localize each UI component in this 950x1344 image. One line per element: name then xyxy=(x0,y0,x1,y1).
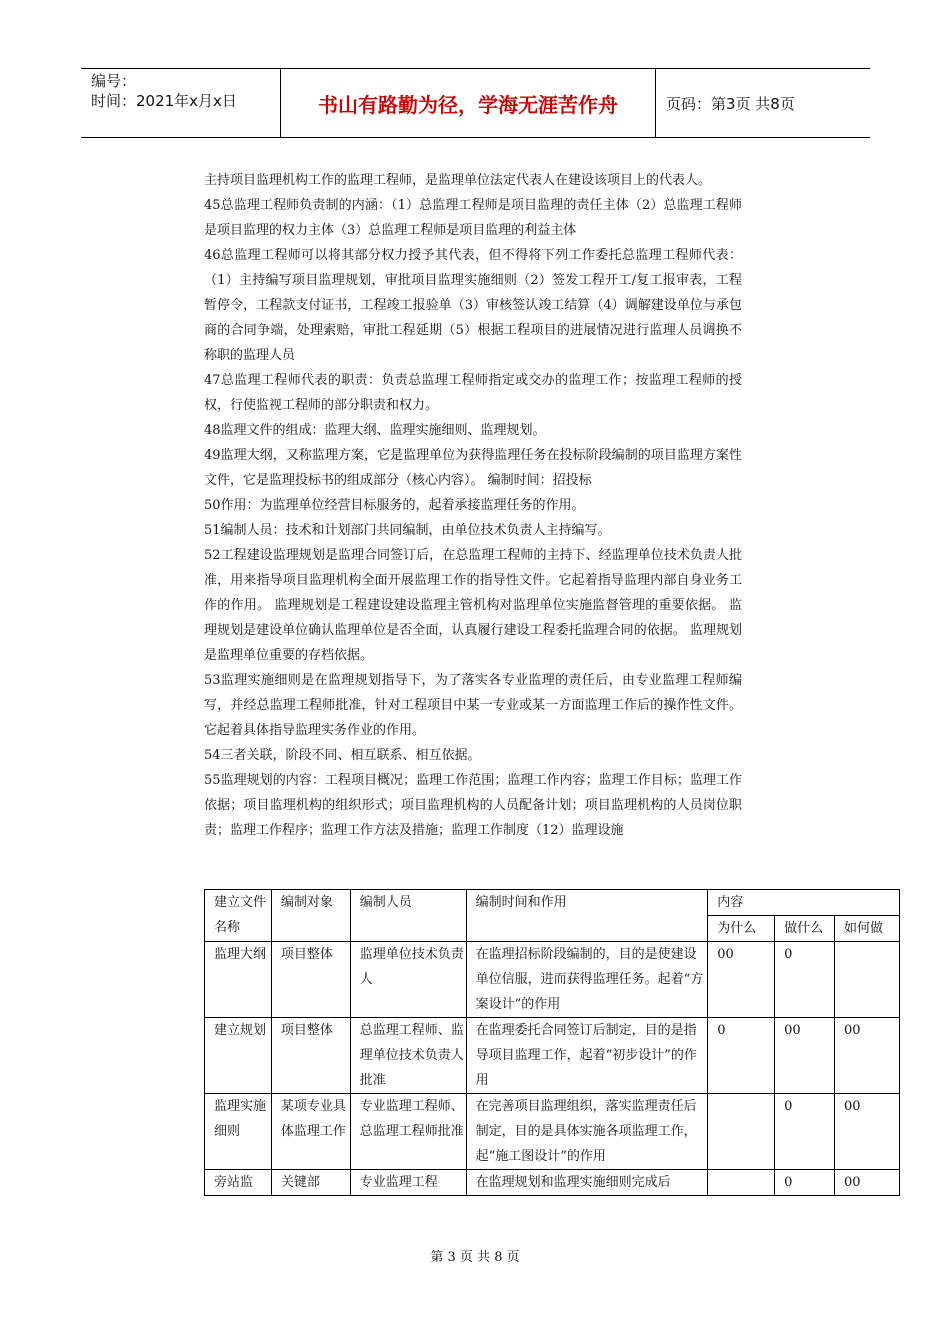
header-meta xyxy=(81,69,281,137)
paragraph: 48监理文件的组成：监理大纲、监理实施细则、监理规划。 xyxy=(204,423,546,438)
table-cell: 总监理工程师、监理单位技术负责人批准 xyxy=(350,1018,466,1094)
paragraph: 54三者关联，阶段不同、相互联系、相互依据。 xyxy=(204,748,481,763)
table-row xyxy=(205,1018,900,1094)
header-cell: 建立文件名称 xyxy=(205,890,272,942)
table-cell xyxy=(708,1170,775,1196)
table-cell xyxy=(835,942,900,1018)
table-cell: 监理大纲 xyxy=(205,942,272,1018)
header-motto: 书山有路勤为径，学海无涯苦作舟 xyxy=(318,92,618,117)
table-cell: 0 xyxy=(775,942,835,1018)
table-cell: 项目整体 xyxy=(271,942,350,1018)
table-cell: 在监理规划和监理实施细则完成后 xyxy=(466,1170,708,1196)
table-cell: 00 xyxy=(835,1094,900,1170)
table-cell: 0 xyxy=(775,1170,835,1196)
paragraph: 46总监理工程师可以将其部分权力授予其代表，但不得将下列工作委托总监理工程师代表：（1）主持编写项目监理规划，审批项目监理实施细则（2）签发工程开工/复工报审表，工程暂停令，工程款支付证书，工程竣工报验单（3）审核签认竣工结算（4）调解建设单位与承包商的合同争端，处理索赔，审批工程延期（5）根据工程项目的进展情况进行监理人员调换不称职的监理人员 xyxy=(204,248,742,363)
table-header-row xyxy=(205,890,900,916)
table-cell: 专业监理工程 xyxy=(350,1170,466,1196)
header-page-cell xyxy=(656,69,870,137)
table-cell: 00 xyxy=(835,1170,900,1196)
doc-number-label: 编号： xyxy=(91,72,137,90)
table-cell: 监理单位技术负责人 xyxy=(350,942,466,1018)
paragraph: 51编制人员：技术和计划部门共同编制，由单位技术负责人主持编写。 xyxy=(204,523,611,538)
document-table xyxy=(204,889,900,1196)
body-text xyxy=(204,168,742,843)
table-cell: 0 xyxy=(775,1094,835,1170)
table-cell: 关键部 xyxy=(271,1170,350,1196)
header-cell: 编制人员 xyxy=(350,890,466,942)
table-cell: 旁站监 xyxy=(205,1170,272,1196)
header-cell: 为什么 xyxy=(708,916,775,942)
table-cell: 在监理委托合同签订后制定，目的是指导项目监理工作，起着“初步设计”的作用 xyxy=(466,1018,708,1094)
header-cell: 如何做 xyxy=(835,916,900,942)
table-cell xyxy=(708,1094,775,1170)
page-footer: 第 3 页 共 8 页 xyxy=(430,1250,520,1265)
table-cell: 在完善项目监理组织，落实监理责任后制定，目的是具体实施各项监理工作，起“施工图设计”的作用 xyxy=(466,1094,708,1170)
paragraph: 50作用：为监理单位经营目标服务的，起着承接监理任务的作用。 xyxy=(204,498,585,513)
header-motto-cell xyxy=(281,69,656,137)
paragraph: 47总监理工程师代表的职责：负责总监理工程师指定或交办的监理工作；按监理工程师的授权，行使监视工程师的部分职责和权力。 xyxy=(204,373,742,413)
table-cell: 0 xyxy=(708,1018,775,1094)
header-cell: 做什么 xyxy=(775,916,835,942)
header-page-label: 页码：第3页 共8页 xyxy=(666,94,795,113)
table-cell: 项目整体 xyxy=(271,1018,350,1094)
table-cell: 某项专业具体监理工作 xyxy=(271,1094,350,1170)
table-cell: 00 xyxy=(708,942,775,1018)
header-cell: 内容 xyxy=(708,890,900,916)
table-row xyxy=(205,1170,900,1196)
table-cell: 监理实施细则 xyxy=(205,1094,272,1170)
table-cell: 00 xyxy=(775,1018,835,1094)
paragraph: 45总监理工程师负责制的内涵：（1）总监理工程师是项目监理的责任主体（2）总监理工程师是项目监理的权力主体（3）总监理工程师是项目监理的利益主体 xyxy=(204,198,742,238)
paragraph: 55监理规划的内容：工程项目概况；监理工作范围；监理工作内容；监理工作目标；监理工作依据；项目监理机构的组织形式；项目监理机构的人员配备计划；项目监理机构的人员岗位职责；监理工作程序；监理工作方法及措施；监理工作制度（12）监理设施 xyxy=(204,773,742,838)
header-cell: 编制时间和作用 xyxy=(466,890,708,942)
table-cell: 00 xyxy=(835,1018,900,1094)
paragraph: 52工程建设监理规划是监理合同签订后，在总监理工程师的主持下、经监理单位技术负责人批准，用来指导项目监理机构全面开展监理工作的指导性文件。它起着指导监理内部自身业务工作的作用。 监理规划是工程建设建设监理主管机构对监理单位实施监督管理的重要依据。 监理规划是建设单位确认监理单位是否全面，认真履行建设工程委托监理合同的依据。 监理规划是监理单位重要的存档依据。 xyxy=(204,548,742,663)
table-row xyxy=(205,1094,900,1170)
paragraph: 49监理大纲，又称监理方案，它是监理单位为获得监理任务在投标阶段编制的项目监理方案性文件，它是监理投标书的组成部分（核心内容）。 编制时间：招投标 xyxy=(204,448,742,488)
table-row xyxy=(205,942,900,1018)
doc-time-label: 时间：2021年x月x日 xyxy=(91,92,237,110)
table-cell: 在监理招标阶段编制的，目的是使建设单位信服，进而获得监理任务。起着“方案设计”的作用 xyxy=(466,942,708,1018)
paragraph: 53监理实施细则是在监理规划指导下，为了落实各专业监理的责任后，由专业监理工程师编写，并经总监理工程师批准，针对工程项目中某一专业或某一方面监理工作后的操作性文件。它起着具体指导监理实务作业的作用。 xyxy=(204,673,742,738)
table-cell: 建立规划 xyxy=(205,1018,272,1094)
table-cell: 专业监理工程师、总监理工程师批准 xyxy=(350,1094,466,1170)
page-header xyxy=(81,68,870,138)
header-cell: 编制对象 xyxy=(271,890,350,942)
paragraph: 主持项目监理机构工作的监理工程师，是监理单位法定代表人在建设该项目上的代表人。 xyxy=(204,173,712,188)
